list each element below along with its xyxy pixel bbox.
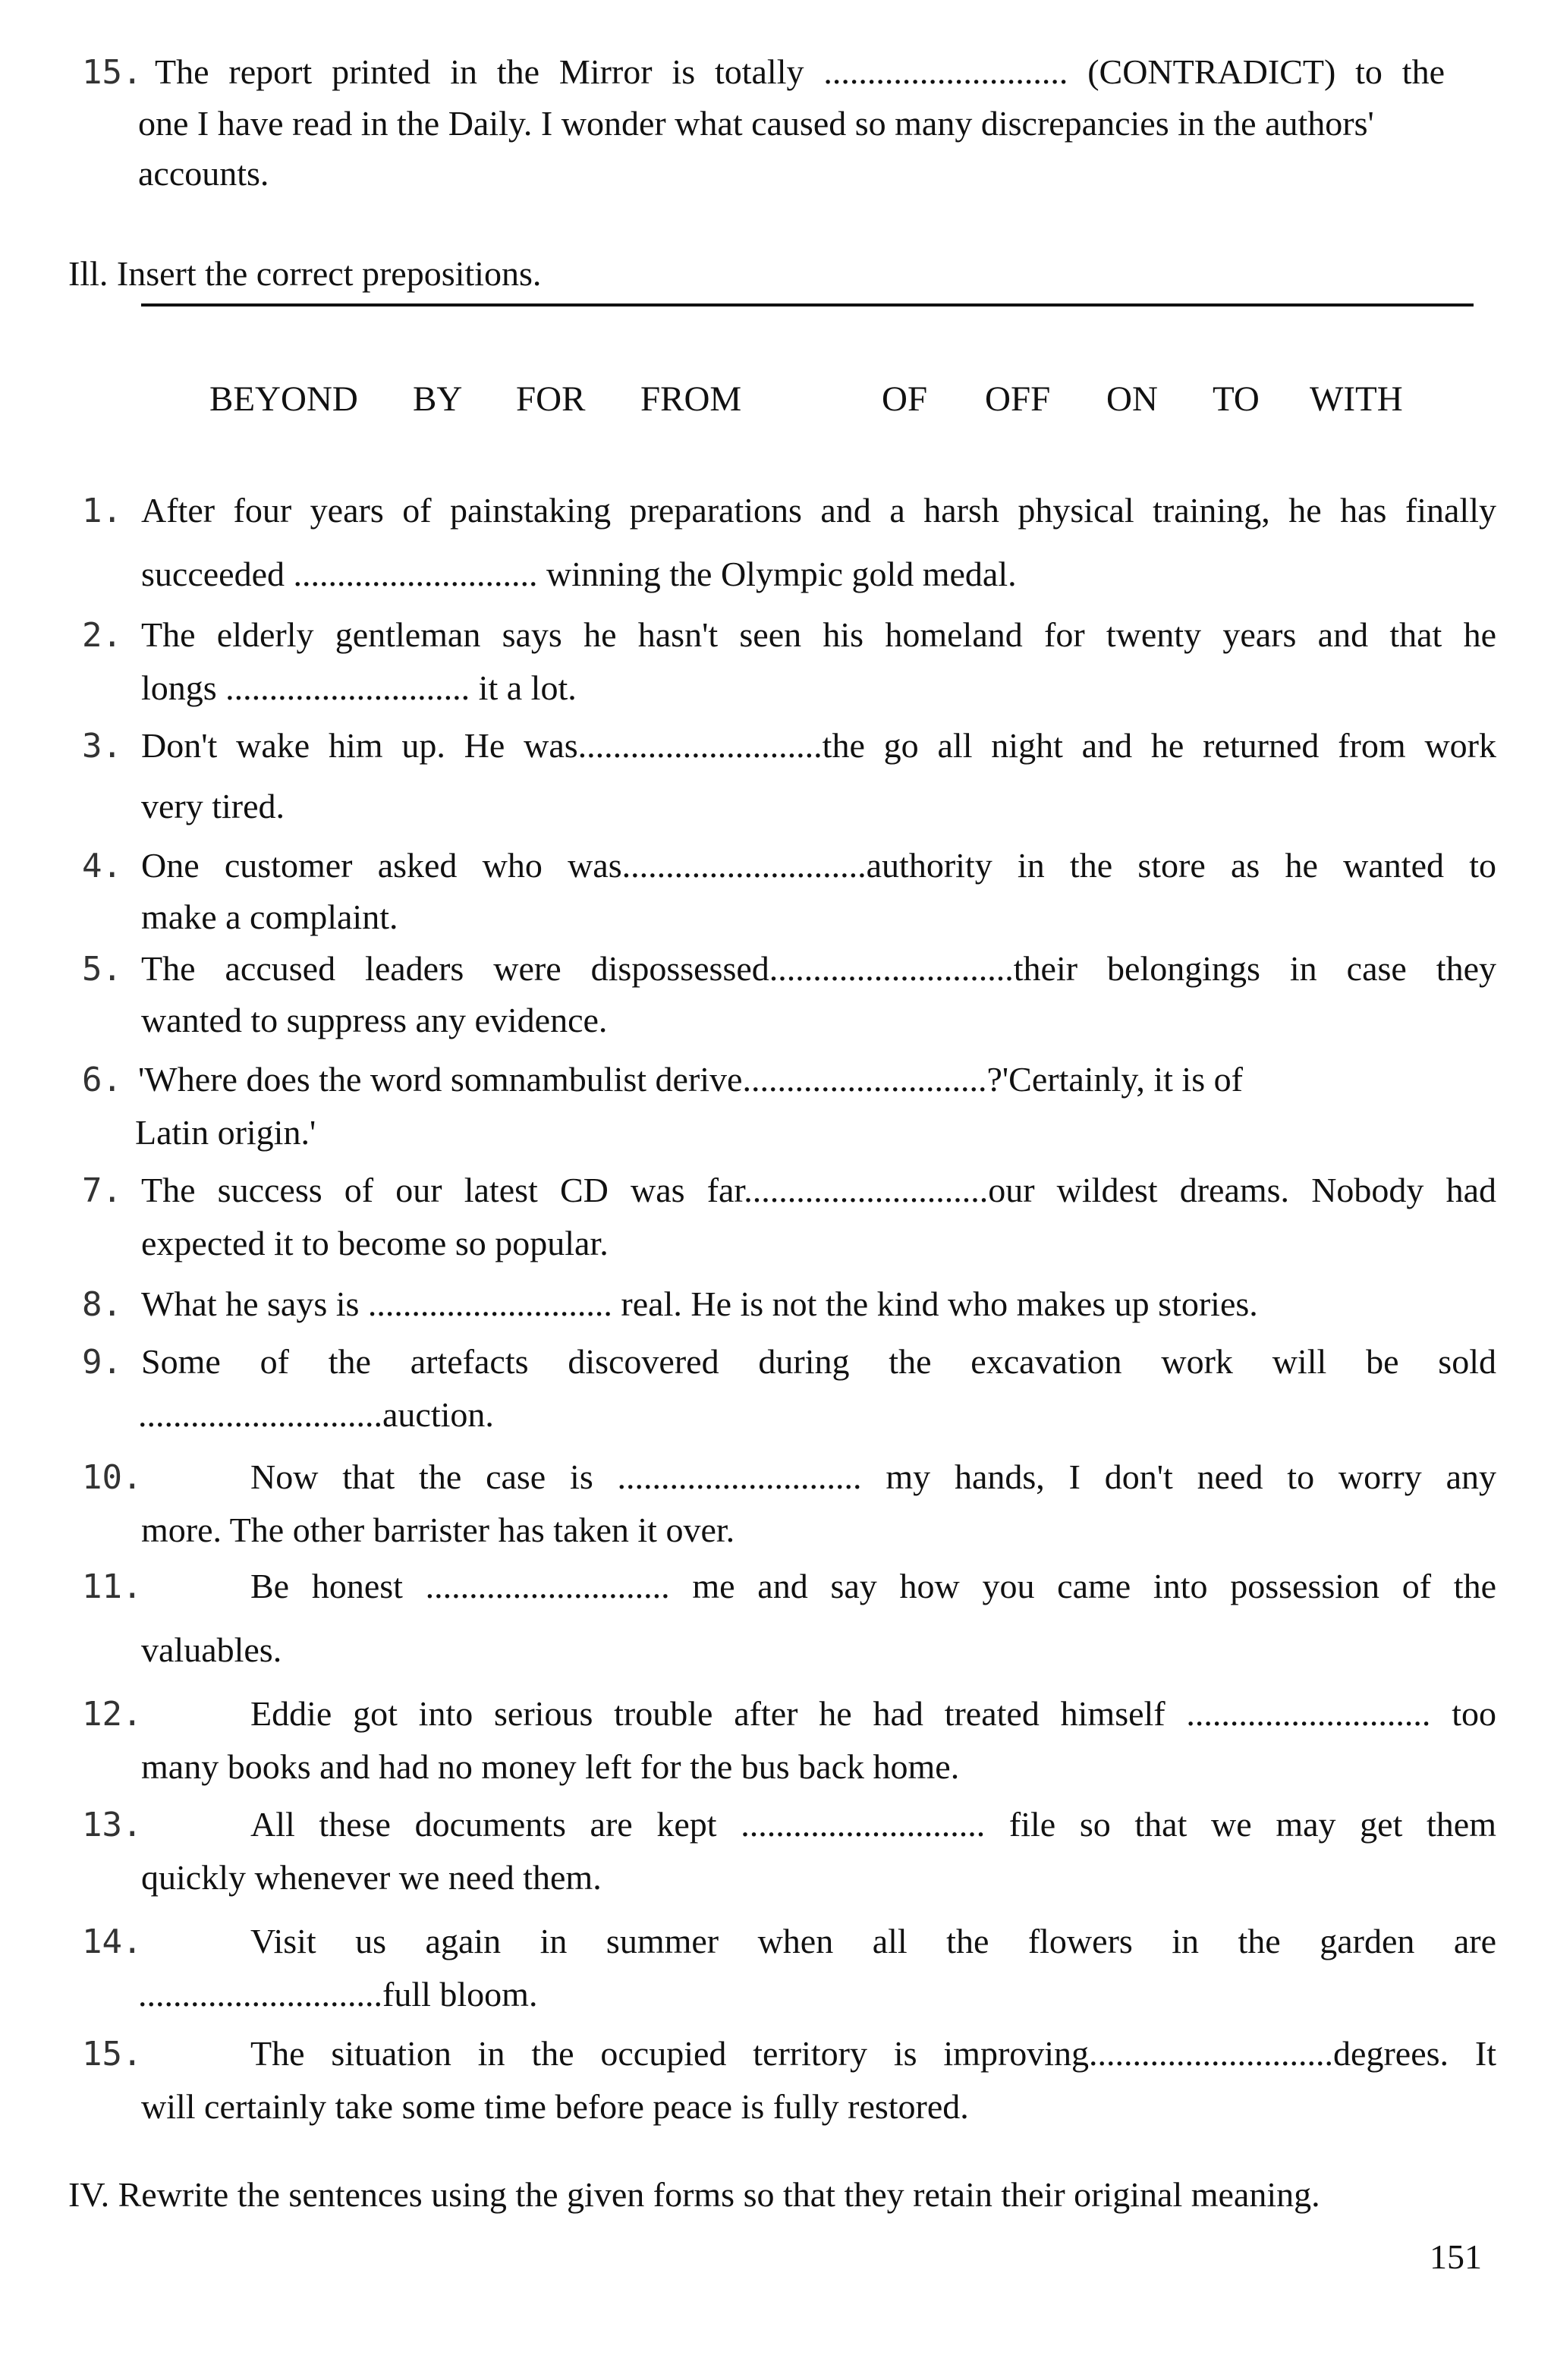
item-text-line: will certainly take some time before peace is fully restored. bbox=[141, 2087, 969, 2126]
word-bank-item: BEYOND bbox=[209, 379, 358, 419]
item-text-line: Be honest ............................ me and say how you came into possession of the bbox=[250, 1567, 1496, 1605]
item-number: 11. bbox=[82, 1567, 143, 1606]
item-text-line: longs ............................ it a lot. bbox=[141, 668, 577, 707]
item-text-line: 'Where does the word somnambulist derive............................?'Certainly, it is of bbox=[138, 1060, 1243, 1099]
item-number: 8. bbox=[82, 1285, 122, 1324]
item-text-line: The elderly gentleman says he hasn't seen his homeland for twenty years and that he bbox=[141, 615, 1496, 654]
item-number: 7. bbox=[82, 1171, 122, 1210]
item-text-line: The situation in the occupied territory is improving............................degrees. It bbox=[250, 2034, 1496, 2073]
item-number: 2. bbox=[82, 616, 122, 655]
item-text-line: Don't wake him up. He was............................the go all night and he returned from work bbox=[141, 726, 1496, 765]
item-number: 13. bbox=[82, 1806, 143, 1844]
word-bank-item: FROM bbox=[640, 379, 742, 419]
item-text-line: ............................auction. bbox=[138, 1395, 494, 1434]
item-text-line: one I have read in the Daily. I wonder what caused so many discrepancies in the authors' bbox=[138, 104, 1374, 143]
item-text-line: quickly whenever we need them. bbox=[141, 1858, 602, 1897]
item-number: 15. bbox=[82, 2035, 143, 2073]
item-text-line: All these documents are kept ............................ file so that we may get them bbox=[250, 1805, 1496, 1844]
item-text-line: Eddie got into serious trouble after he had treated himself ............................ too bbox=[250, 1694, 1496, 1733]
item-number: 10. bbox=[82, 1458, 143, 1497]
word-bank-item: OF bbox=[882, 379, 928, 419]
word-bank-item: TO bbox=[1213, 379, 1260, 419]
item-text-line: very tired. bbox=[141, 787, 285, 825]
item-number: 5. bbox=[82, 950, 122, 989]
section-heading: IV. Rewrite the sentences using the given forms so that they retain their original meaning. bbox=[68, 2175, 1320, 2214]
item-text-line: After four years of painstaking preparations and a harsh physical training, he has finally bbox=[141, 491, 1496, 530]
item-text-line: The accused leaders were dispossessed............................their belongings in case they bbox=[141, 949, 1496, 988]
item-number: 3. bbox=[82, 727, 122, 766]
item-number: 9. bbox=[82, 1343, 122, 1382]
item-text-line: ............................full bloom. bbox=[138, 1975, 538, 2014]
item-text-line: accounts. bbox=[138, 154, 269, 193]
word-bank-item: ON bbox=[1106, 379, 1158, 419]
word-bank-item: WITH bbox=[1310, 379, 1403, 419]
item-text-line: more. The other barrister has taken it over. bbox=[141, 1511, 735, 1549]
item-text-line: succeeded ............................ winning the Olympic gold medal. bbox=[141, 555, 1017, 593]
item-text-line: Now that the case is ............................ my hands, I don't need to worry any bbox=[250, 1457, 1496, 1496]
word-bank-item: BY bbox=[413, 379, 463, 419]
item-number: 6. bbox=[82, 1061, 122, 1099]
item-number: 4. bbox=[82, 847, 122, 885]
item-text-line: What he says is ............................ real. He is not the kind who makes up stories. bbox=[141, 1284, 1258, 1323]
item-text-line: wanted to suppress any evidence. bbox=[141, 1001, 608, 1039]
item-text-line: valuables. bbox=[141, 1630, 282, 1669]
item-text-line: Some of the artefacts discovered during the excavation work will be sold bbox=[141, 1342, 1496, 1381]
item-text-line: expected it to become so popular. bbox=[141, 1224, 609, 1262]
item-text-line: One customer asked who was............................authority in the store as he wanted to bbox=[141, 846, 1496, 885]
item-number: 15. bbox=[82, 53, 143, 92]
item-text-line: The report printed in the Mirror is totally ............................ (CONTRADICT) to the bbox=[155, 52, 1445, 91]
item-text-line: Latin origin.' bbox=[135, 1113, 316, 1152]
item-number: 12. bbox=[82, 1695, 143, 1734]
section-divider bbox=[141, 303, 1474, 307]
item-text-line: many books and had no money left for the bus back home. bbox=[141, 1747, 960, 1786]
word-bank-item: FOR bbox=[516, 379, 586, 419]
item-number: 1. bbox=[82, 492, 122, 530]
word-bank-item: OFF bbox=[985, 379, 1051, 419]
item-text-line: The success of our latest CD was far............................our wildest dreams. Nobody had bbox=[141, 1171, 1496, 1209]
item-text-line: Visit us again in summer when all the flowers in the garden are bbox=[250, 1922, 1496, 1960]
page-number: 151 bbox=[1430, 2237, 1482, 2276]
section-heading: Ill. Insert the correct prepositions. bbox=[68, 254, 542, 293]
item-number: 14. bbox=[82, 1923, 143, 1961]
item-text-line: make a complaint. bbox=[141, 898, 398, 936]
